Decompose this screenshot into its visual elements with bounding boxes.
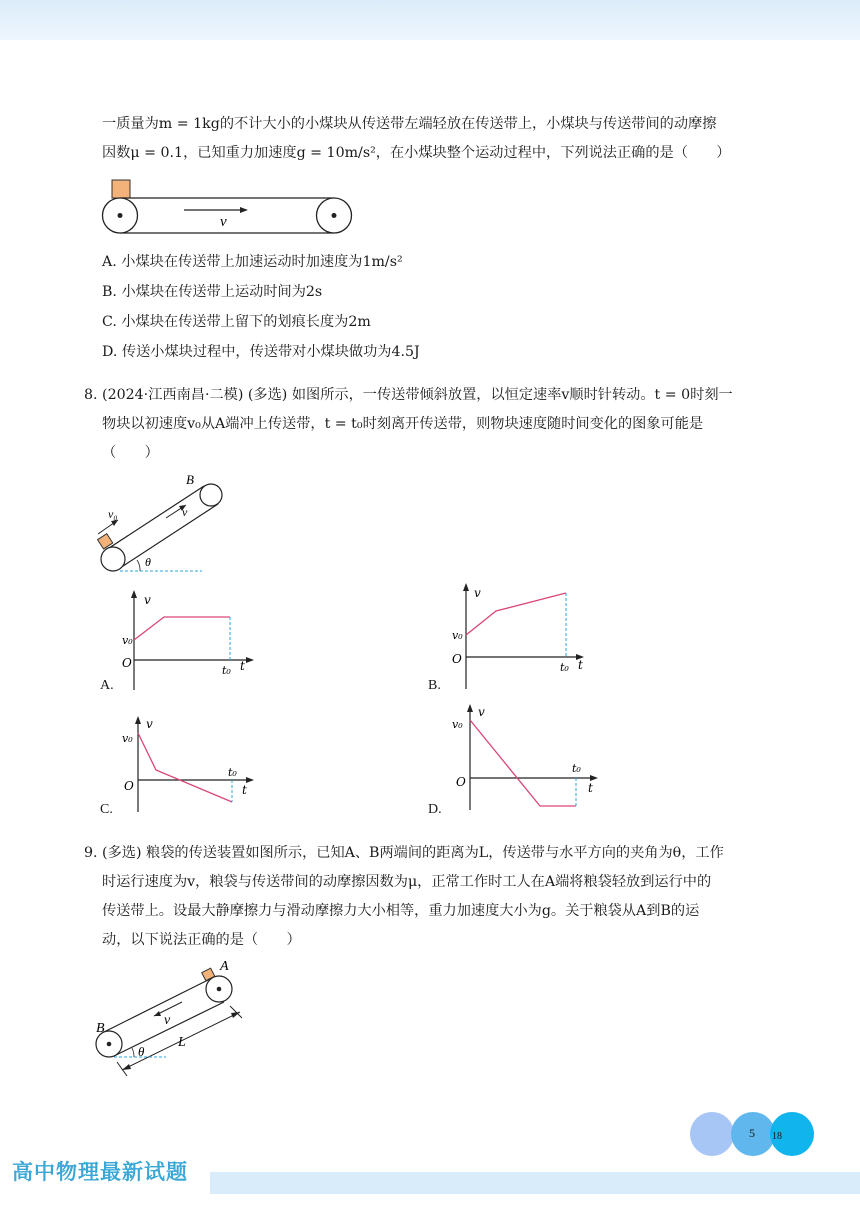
- q7-text-line-1: 一质量为m = 1kg的不计大小的小煤块从传送带左端轻放在传送带上，小煤块与传送带间的动摩擦: [102, 116, 717, 132]
- q8-figure-label-v: v: [182, 505, 188, 519]
- header-band: [0, 0, 860, 40]
- q8-graph-a: [118, 590, 258, 690]
- q7-option-a[interactable]: A. 小煤块在传送带上加速运动时加速度为1m/s²: [102, 254, 403, 270]
- q8-option-c[interactable]: C.: [100, 802, 113, 817]
- graph-b-origin-label: O: [452, 652, 462, 666]
- footer-band: [210, 1172, 860, 1194]
- q7-option-c[interactable]: C. 小煤块在传送带上留下的划痕长度为2m: [102, 314, 371, 330]
- graph-b-t0-label: t₀: [560, 661, 569, 674]
- q9-figure-label-a: A: [220, 959, 229, 974]
- q7-conveyor-figure: [100, 178, 360, 238]
- q8-figure-label-b: B: [186, 472, 194, 487]
- q8-text-line-2: 物块以初速度v₀从A端冲上传送带，t = t₀时刻离开传送带，则物块速度随时间变化的图象可能是: [102, 416, 704, 432]
- q8-option-b[interactable]: B.: [428, 678, 441, 693]
- q9-text-line-3: 传送带上。设最大静摩擦力与滑动摩擦力大小相等，重力加速度大小为g。关于粮袋从A到B的运: [102, 903, 700, 919]
- graph-c-v-label: v: [146, 717, 153, 731]
- graph-a-v-label: v: [144, 593, 151, 607]
- q8-option-a[interactable]: A.: [100, 678, 114, 693]
- graph-c-origin-label: O: [124, 779, 134, 793]
- graph-c-t0-label: t₀: [228, 766, 237, 779]
- q7-option-d[interactable]: D. 传送小煤块过程中，传送带对小煤块做功为4.5J: [102, 344, 420, 360]
- q9-figure-label-v: v: [164, 1013, 171, 1028]
- graph-c-t-label: t: [242, 783, 247, 797]
- q9-figure-label-b: B: [96, 1021, 105, 1036]
- graph-d-t-label: t: [588, 781, 593, 795]
- q8-graph-d: [450, 700, 600, 810]
- graph-a-t-label: t: [240, 659, 245, 673]
- page-number: 5: [749, 1126, 755, 1140]
- graph-a-t0-label: t₀: [222, 664, 231, 677]
- q9-text-line-4: 动，以下说法正确的是（ ）: [102, 932, 301, 948]
- page-decoration-circle-1: [690, 1112, 734, 1156]
- q9-figure-label-l: L: [178, 1035, 186, 1050]
- q7-option-b[interactable]: B. 小煤块在传送带上运动时间为2s: [102, 284, 323, 300]
- graph-b-v0-label: v₀: [452, 629, 463, 642]
- q8-figure-label-theta: θ: [145, 555, 151, 569]
- q7-text-line-2: 因数μ = 0.1，已知重力加速度g = 10m/s²，在小煤块整个运动过程中，下列说法正确的是（ ）: [102, 145, 731, 161]
- q8-graph-c: [118, 712, 258, 812]
- q9-incline-figure: [90, 958, 250, 1078]
- graph-d-v0-label: v₀: [452, 718, 463, 731]
- q8-graph-b: [452, 583, 592, 689]
- q9-text-line-1: 9. (多选) 粮袋的传送装置如图所示，已知A、B两端间的距离为L，传送带与水平方向的夹角为θ，工作: [84, 845, 724, 861]
- q8-incline-figure: [90, 470, 230, 580]
- q8-text-line-3: （ ）: [102, 445, 159, 461]
- graph-b-t-label: t: [578, 658, 583, 672]
- q8-text-line-1: 8. (2024·江西南昌·二模) (多选) 如图所示，一传送带倾斜放置，以恒定速率v顺时针转动。t = 0时刻一: [84, 387, 733, 403]
- graph-d-origin-label: O: [456, 775, 466, 789]
- q8-figure-label-v0: v₀: [108, 507, 118, 521]
- q8-option-d[interactable]: D.: [428, 802, 442, 817]
- graph-c-v0-label: v₀: [122, 732, 133, 745]
- graph-d-t0-label: t₀: [572, 762, 581, 775]
- q9-figure-label-theta: θ: [138, 1044, 145, 1059]
- page-total: 18: [772, 1131, 782, 1142]
- q7-figure-velocity-label: v: [220, 214, 227, 230]
- q9-text-line-2: 时运行速度为v，粮袋与传送带间的动摩擦因数为μ，正常工作时工人在A端将粮袋轻放到运行中的: [102, 874, 712, 890]
- graph-d-v-label: v: [478, 705, 485, 719]
- graph-b-v-label: v: [474, 586, 481, 600]
- footer-title: 高中物理最新试题: [12, 1160, 188, 1184]
- graph-a-origin-label: O: [122, 656, 132, 670]
- graph-a-v0-label: v₀: [122, 634, 133, 647]
